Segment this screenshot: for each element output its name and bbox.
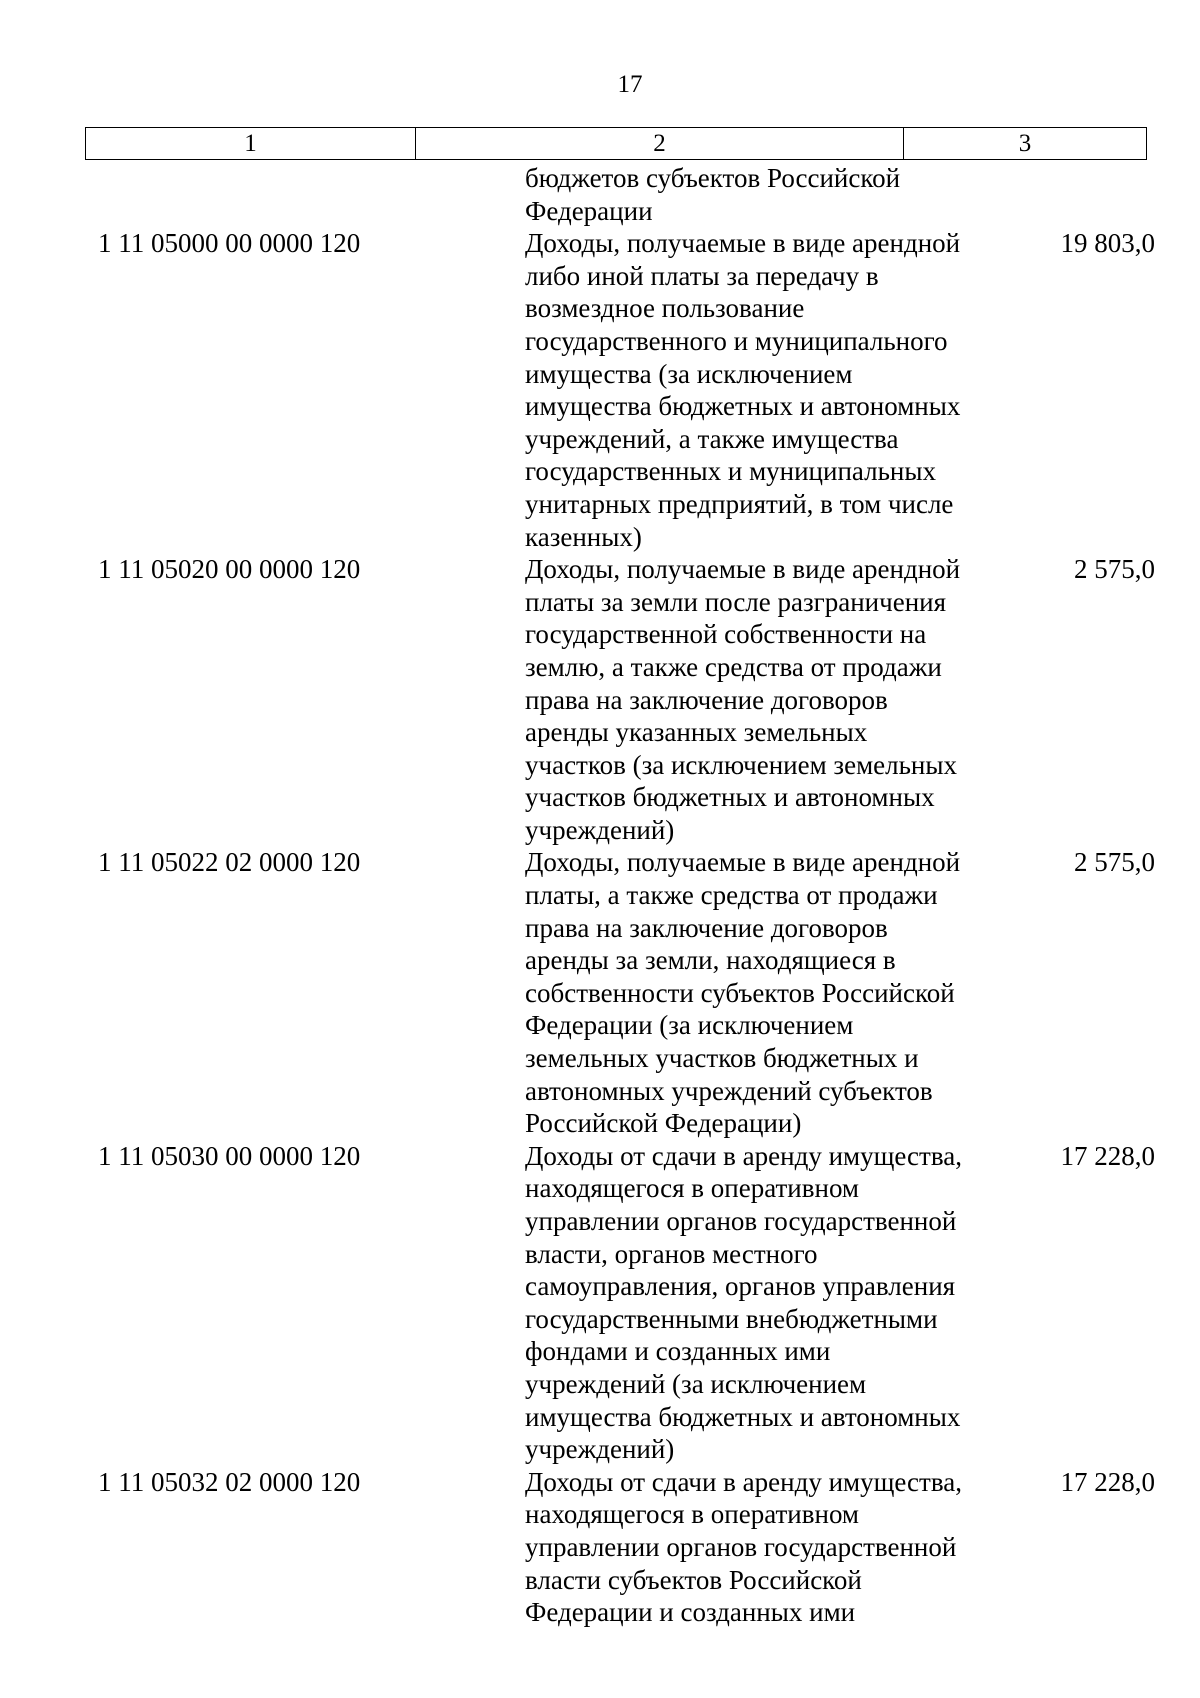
description-line: казенных) [525,521,642,552]
row-description [433,846,995,1139]
description-line: права на заключение договоров [525,912,888,943]
description-line: самоуправления, органов управления [525,1271,956,1302]
description-line: имущества бюджетных и автономных [525,1401,961,1432]
row-code: 1 11 05020 00 0000 120 [98,554,361,585]
row-code: 1 11 05000 00 0000 120 [98,228,361,259]
description-line: унитарных предприятий, в том числе [525,488,954,519]
table-header [85,127,1147,160]
description-line: бюджетов субъектов Российской [525,163,901,193]
table-row [0,553,1200,846]
description-line: власти, органов местного [525,1238,818,1269]
header-col-3: 3 [1018,130,1032,157]
description-line: собственности субъектов Российской [525,977,955,1008]
row-amount: 17 228,0 [1060,1466,1155,1497]
description-line: власти субъектов Российской [525,1564,862,1595]
description-line: государственного и муниципального [525,325,948,356]
description-line: Доходы от сдачи в аренду имущества, [525,1140,962,1171]
description-line: платы за земли после разграничения [525,586,947,617]
description-line: государственными внебюджетными [525,1303,938,1334]
description-line: Федерации [525,195,653,226]
table-body [0,162,1200,1629]
description-line: учреждений, а также имущества [525,423,899,454]
description-line: либо иной платы за передачу в [525,260,879,291]
row-amount: 2 575,0 [1074,847,1155,878]
description-line: Доходы, получаемые в виде арендной [525,228,961,259]
description-line: учреждений) [525,1434,675,1465]
description-line: имущества (за исключением [525,358,853,389]
description-line: Доходы, получаемые в виде арендной [525,554,961,585]
row-description [433,1466,995,1629]
table-row [0,1466,1200,1629]
table-row [0,846,1200,1139]
page-number: 17 [617,71,643,98]
description-line: аренды указанных земельных [525,717,868,748]
row-description [433,162,995,227]
description-line: участков бюджетных и автономных [525,782,935,813]
description-line: права на заключение договоров [525,684,888,715]
row-amount: 2 575,0 [1074,554,1155,585]
table-row [0,227,1200,553]
row-amount: 17 228,0 [1060,1140,1155,1171]
description-line: государственных и муниципальных [525,456,936,487]
description-line: Федерации и созданных ими [525,1597,856,1628]
row-code: 1 11 05032 02 0000 120 [98,1466,361,1497]
row-amount: 19 803,0 [1060,228,1155,259]
description-line: платы, а также средства от продажи [525,880,938,911]
description-line: Федерации (за исключением [525,1010,854,1041]
table-row [0,162,1200,227]
description-line: учреждений) [525,814,675,845]
description-line: Российской Федерации) [525,1108,802,1139]
table-row [0,1140,1200,1466]
row-description [433,553,995,846]
description-line: учреждений (за исключением [525,1368,867,1399]
row-description [433,1140,995,1466]
description-line: землю, а также средства от продажи [525,651,942,682]
description-line: Доходы, получаемые в виде арендной [525,847,961,878]
description-line: государственной собственности на [525,619,927,650]
description-line: находящегося в оперативном [525,1499,860,1530]
description-line: аренды за земли, находящиеся в [525,945,896,976]
description-line: фондами и созданных ими [525,1336,831,1367]
header-col-1: 1 [86,128,416,159]
description-line: управлении органов государственной [525,1531,957,1562]
header-col-2: 2 [416,128,904,159]
row-code: 1 11 05030 00 0000 120 [98,1140,361,1171]
description-line: управлении органов государственной [525,1206,957,1236]
description-line: Доходы от сдачи в аренду имущества, [525,1466,962,1497]
description-line: находящегося в оперативном [525,1173,860,1204]
description-line: участков (за исключением земельных [525,749,958,780]
description-line: имущества бюджетных и автономных [525,391,961,422]
description-line: земельных участков бюджетных и [525,1043,919,1074]
row-description [433,227,995,553]
row-code: 1 11 05022 02 0000 120 [98,847,361,878]
description-line: автономных учреждений субъектов [525,1075,933,1106]
description-line: возмездное пользование [525,293,805,324]
